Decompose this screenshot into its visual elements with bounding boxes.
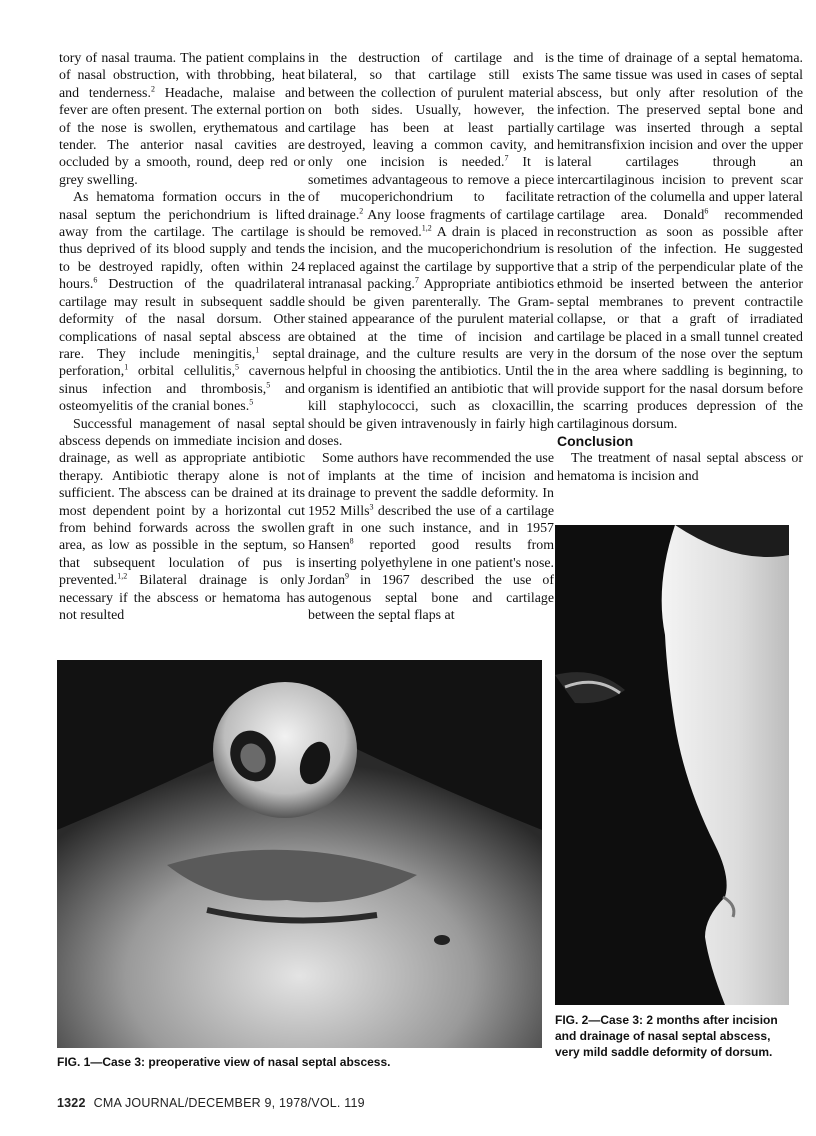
figure-1-photo (57, 660, 542, 1048)
text-column-2 (308, 50, 554, 624)
paragraph: As hematoma formation occurs in the nasal septum the perichondrium is lifted away from the cartilage. The cartilage is thus deprived of its blood supply and tends to be destroyed rapidly, often within 24 hours.$^6$ Destruction of the quadrilateral cartilage may result in subsequent saddle deformity of the nasal dorsum. Other complications of nasal septal abscess are rare. They include meningitis,$^1$ septal perforation,$^1$ orbital cellulitis,$^5$ cavernous sinus infection and thrombosis,$^5$ and osteomyelitis of the cranial bones.$^5$ (59, 190, 306, 415)
face-profile-photo (555, 525, 789, 1005)
text-column-1 (59, 50, 305, 624)
nose-underside-photo (57, 660, 542, 1048)
text-column-3 (557, 50, 803, 485)
paragraph: Some authors have recommended the use of implants at the time of incision and drainage to prevent the saddle deformity. In 1952 Mills$^3$ described the use of a cartilage graft in one such instance, and in 1957 Hansen$^8$ reported good results from inserting polyethylene in one patient's nose. Jordan$^9$ in 1967 described the use of autogenous septal bone and cartilage between the septal flaps at (308, 451, 555, 623)
page-footer (57, 1096, 365, 1110)
figure-2-caption: FIG. 2—Case 3: 2 months after incision and drainage of nasal septal abscess, very mild saddle deformity of dorsum. (555, 1013, 778, 1059)
paragraph: the time of drainage of a septal hematoma. The same tissue was used in cases of septal abscess, but only after resolution of the infection. The preserved septal bone and cartilage was inserted through a septal hemitransfixion incision and over the upper lateral cartilages through an intercartilaginous incision to prevent scar retraction of the columella and upper lateral cartilage area. Donald$^6$ recommended reconstruction as soon as possible after resolution of the infection. He suggested that a strip of the perpendicular plate of the ethmoid be inserted between the anterior septal membranes to prevent contractile collapse, or that a graft of irradiated cartilage be placed in a small tunnel created in the dorsum of the nose over the septum in the area where saddling is beginning, to provide support for the nasal dorsum before the scarring produces depression of the cartilaginous dorsum. (557, 51, 803, 432)
figure-1-caption: FIG. 1—Case 3: preoperative view of nasal septal abscess. (57, 1055, 391, 1069)
paragraph: Successful management of nasal septal abscess depends on immediate incision and drainage, as well as appropriate antibiotic therapy. Antibiotic therapy alone is not sufficient. The abscess can be drained at its most dependent point by a horizontal cut from behind forwards across the swollen area, as low as possible in the septum, so that subsequent loculation of pus is prevented.$^{1,2}$ Bilateral drainage is only necessary if the abscess or hematoma has not resulted (59, 416, 305, 623)
page-number: 1322 (57, 1096, 86, 1110)
paragraph: in the destruction of cartilage and is bilateral, so that cartilage still exists between the collection of purulent material on both sides. Usually, however, the cartilage has been at least partially destroyed, leaving a common cavity, and only one incision is needed.$^7$ It is sometimes advantageous to remove a piece of mucoperichondrium to facilitate drainage.$^2$ Any loose fragments of cartilage should be removed.$^{1,2}$ A drain is placed in the incision, and the mucoperichondrium is replaced against the cartilage by supportive intranasal packing.$^7$ Appropriate antibiotics should be given parenterally. The Gram-stained appearance of the purulent material obtained at the time of incision and drainage, and the culture results are very helpful in choosing the antibiotics. Until the organism is identified an antibiotic that will kill staphylococci, such as cloxacillin, should be given intravenously in fairly high doses. (308, 51, 555, 449)
journal-citation: CMA JOURNAL/DECEMBER 9, 1978/VOL. 119 (93, 1096, 365, 1110)
section-heading: Conclusion (557, 432, 634, 449)
paragraph: tory of nasal trauma. The patient complains of nasal obstruction, with throbbing, heat and tenderness.$^2$ Headache, malaise and fever are often present. The external portion of the nose is swollen, erythematous and tender. The anterior nasal cavities are occluded by a smooth, round, deep red or grey swelling. (59, 51, 305, 188)
paragraph: The treatment of nasal septal abscess or hematoma is incision and (557, 451, 803, 484)
figure-2-photo (555, 525, 789, 1005)
